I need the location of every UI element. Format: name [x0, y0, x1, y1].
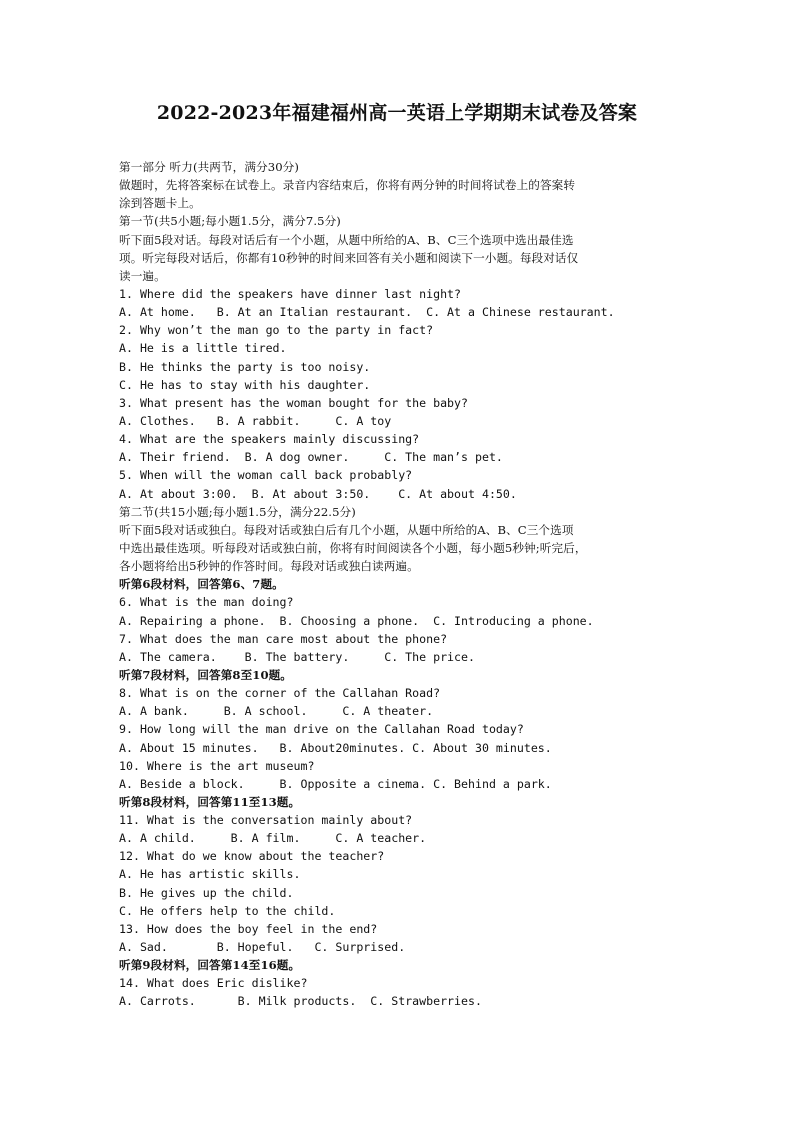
text-line: 11. What is the conversation mainly about?	[119, 813, 413, 828]
text-line: A. About 15 minutes. B. About20minutes. C. About 30 minutes.	[119, 740, 552, 755]
text-line: 各小题将给出5秒钟的作答时间。每段对话或独白读两遍。	[119, 559, 419, 574]
text-line: A. Carrots. B. Milk products. C. Strawberries.	[119, 994, 482, 1009]
text-line: 5. When will the woman call back probably?	[119, 468, 413, 483]
text-line: C. He has to stay with his daughter.	[119, 377, 371, 392]
text-line: 4. What are the speakers mainly discussing?	[119, 432, 420, 447]
text-line: 听第6段材料，回答第6、7题。	[119, 577, 284, 592]
text-line: 13. How does the boy feel in the end?	[119, 921, 378, 936]
text-line: 9. How long will the man drive on the Callahan Road today?	[119, 722, 524, 737]
text-line: B. He gives up the child.	[119, 885, 294, 900]
text-line: 听第8段材料，回答第11至13题。	[119, 794, 301, 809]
text-line: 第二节(共15小题;每小题1.5分，满分22.5分)	[119, 504, 356, 519]
text-line: 项。听完每段对话后，你都有10秒钟的时间来回答有关小题和阅读下一小题。每段对话仅	[119, 250, 579, 265]
text-line: A. He is a little tired.	[119, 341, 287, 356]
exam-content	[119, 158, 679, 1011]
text-line: 8. What is on the corner of the Callahan Road?	[119, 686, 441, 701]
text-line: 听下面5段对话。每段对话后有一个小题，从题中所给的A、B、C三个选项中选出最佳选	[119, 232, 574, 247]
text-line: B. He thinks the party is too noisy.	[119, 359, 371, 374]
text-line: A. Beside a block. B. Opposite a cinema. C. Behind a park.	[119, 776, 552, 791]
text-line: A. He has artistic skills.	[119, 867, 301, 882]
text-line: 7. What does the man care most about the phone?	[119, 631, 448, 646]
text-line: A. At home. B. At an Italian restaurant. C. At a Chinese restaurant.	[119, 305, 615, 320]
text-line: A. Their friend. B. A dog owner. C. The man’s pet.	[119, 450, 503, 465]
text-line: A. Clothes. B. A rabbit. C. A toy	[119, 413, 392, 428]
text-line: 中选出最佳选项。听每段对话或独白前，你将有时间阅读各个小题，每小题5秒钟;听完后，	[119, 540, 587, 555]
text-line: 12. What do we know about the teacher?	[119, 849, 385, 864]
text-line: 听第9段材料，回答第14至16题。	[119, 958, 301, 973]
text-line: A. At about 3:00. B. At about 3:50. C. At about 4:50.	[119, 486, 517, 501]
text-line: 做题时，先将答案标在试卷上。录音内容结束后，你将有两分钟的时间将试卷上的答案转	[119, 178, 576, 193]
text-line: 第一部分 听力(共两节，满分30分)	[119, 160, 300, 174]
text-line: 听下面5段对话或独白。每段对话或独白后有几个小题，从题中所给的A、B、C三个选项	[119, 522, 574, 537]
page-title: 2022-2023年福建福州高一英语上学期期末试卷及答案	[156, 102, 638, 124]
text-line: A. A child. B. A film. C. A teacher.	[119, 831, 427, 846]
text-line: A. A bank. B. A school. C. A theater.	[119, 704, 434, 719]
text-line: 6. What is the man doing?	[119, 595, 294, 610]
text-line: A. Repairing a phone. B. Choosing a phone. C. Introducing a phone.	[119, 613, 594, 628]
text-line: 第一节(共5小题;每小题1.5分，满分7.5分)	[119, 214, 341, 229]
text-line: 听第7段材料，回答第8至10题。	[119, 667, 292, 682]
text-line: 读一遍。	[119, 268, 166, 283]
text-line: 3. What present has the woman bought for the baby?	[119, 395, 469, 410]
text-line: A. Sad. B. Hopeful. C. Surprised.	[119, 940, 406, 955]
text-line: 2. Why won’t the man go to the party in fact?	[119, 323, 434, 338]
text-line: A. The camera. B. The battery. C. The price.	[119, 649, 475, 664]
text-line: 10. Where is the art museum?	[119, 758, 315, 773]
text-line: 1. Where did the speakers have dinner last night?	[119, 286, 462, 301]
text-line: C. He offers help to the child.	[119, 903, 336, 918]
text-line: 涂到答题卡上。	[119, 196, 201, 211]
text-line: 14. What does Eric dislike?	[119, 976, 308, 991]
